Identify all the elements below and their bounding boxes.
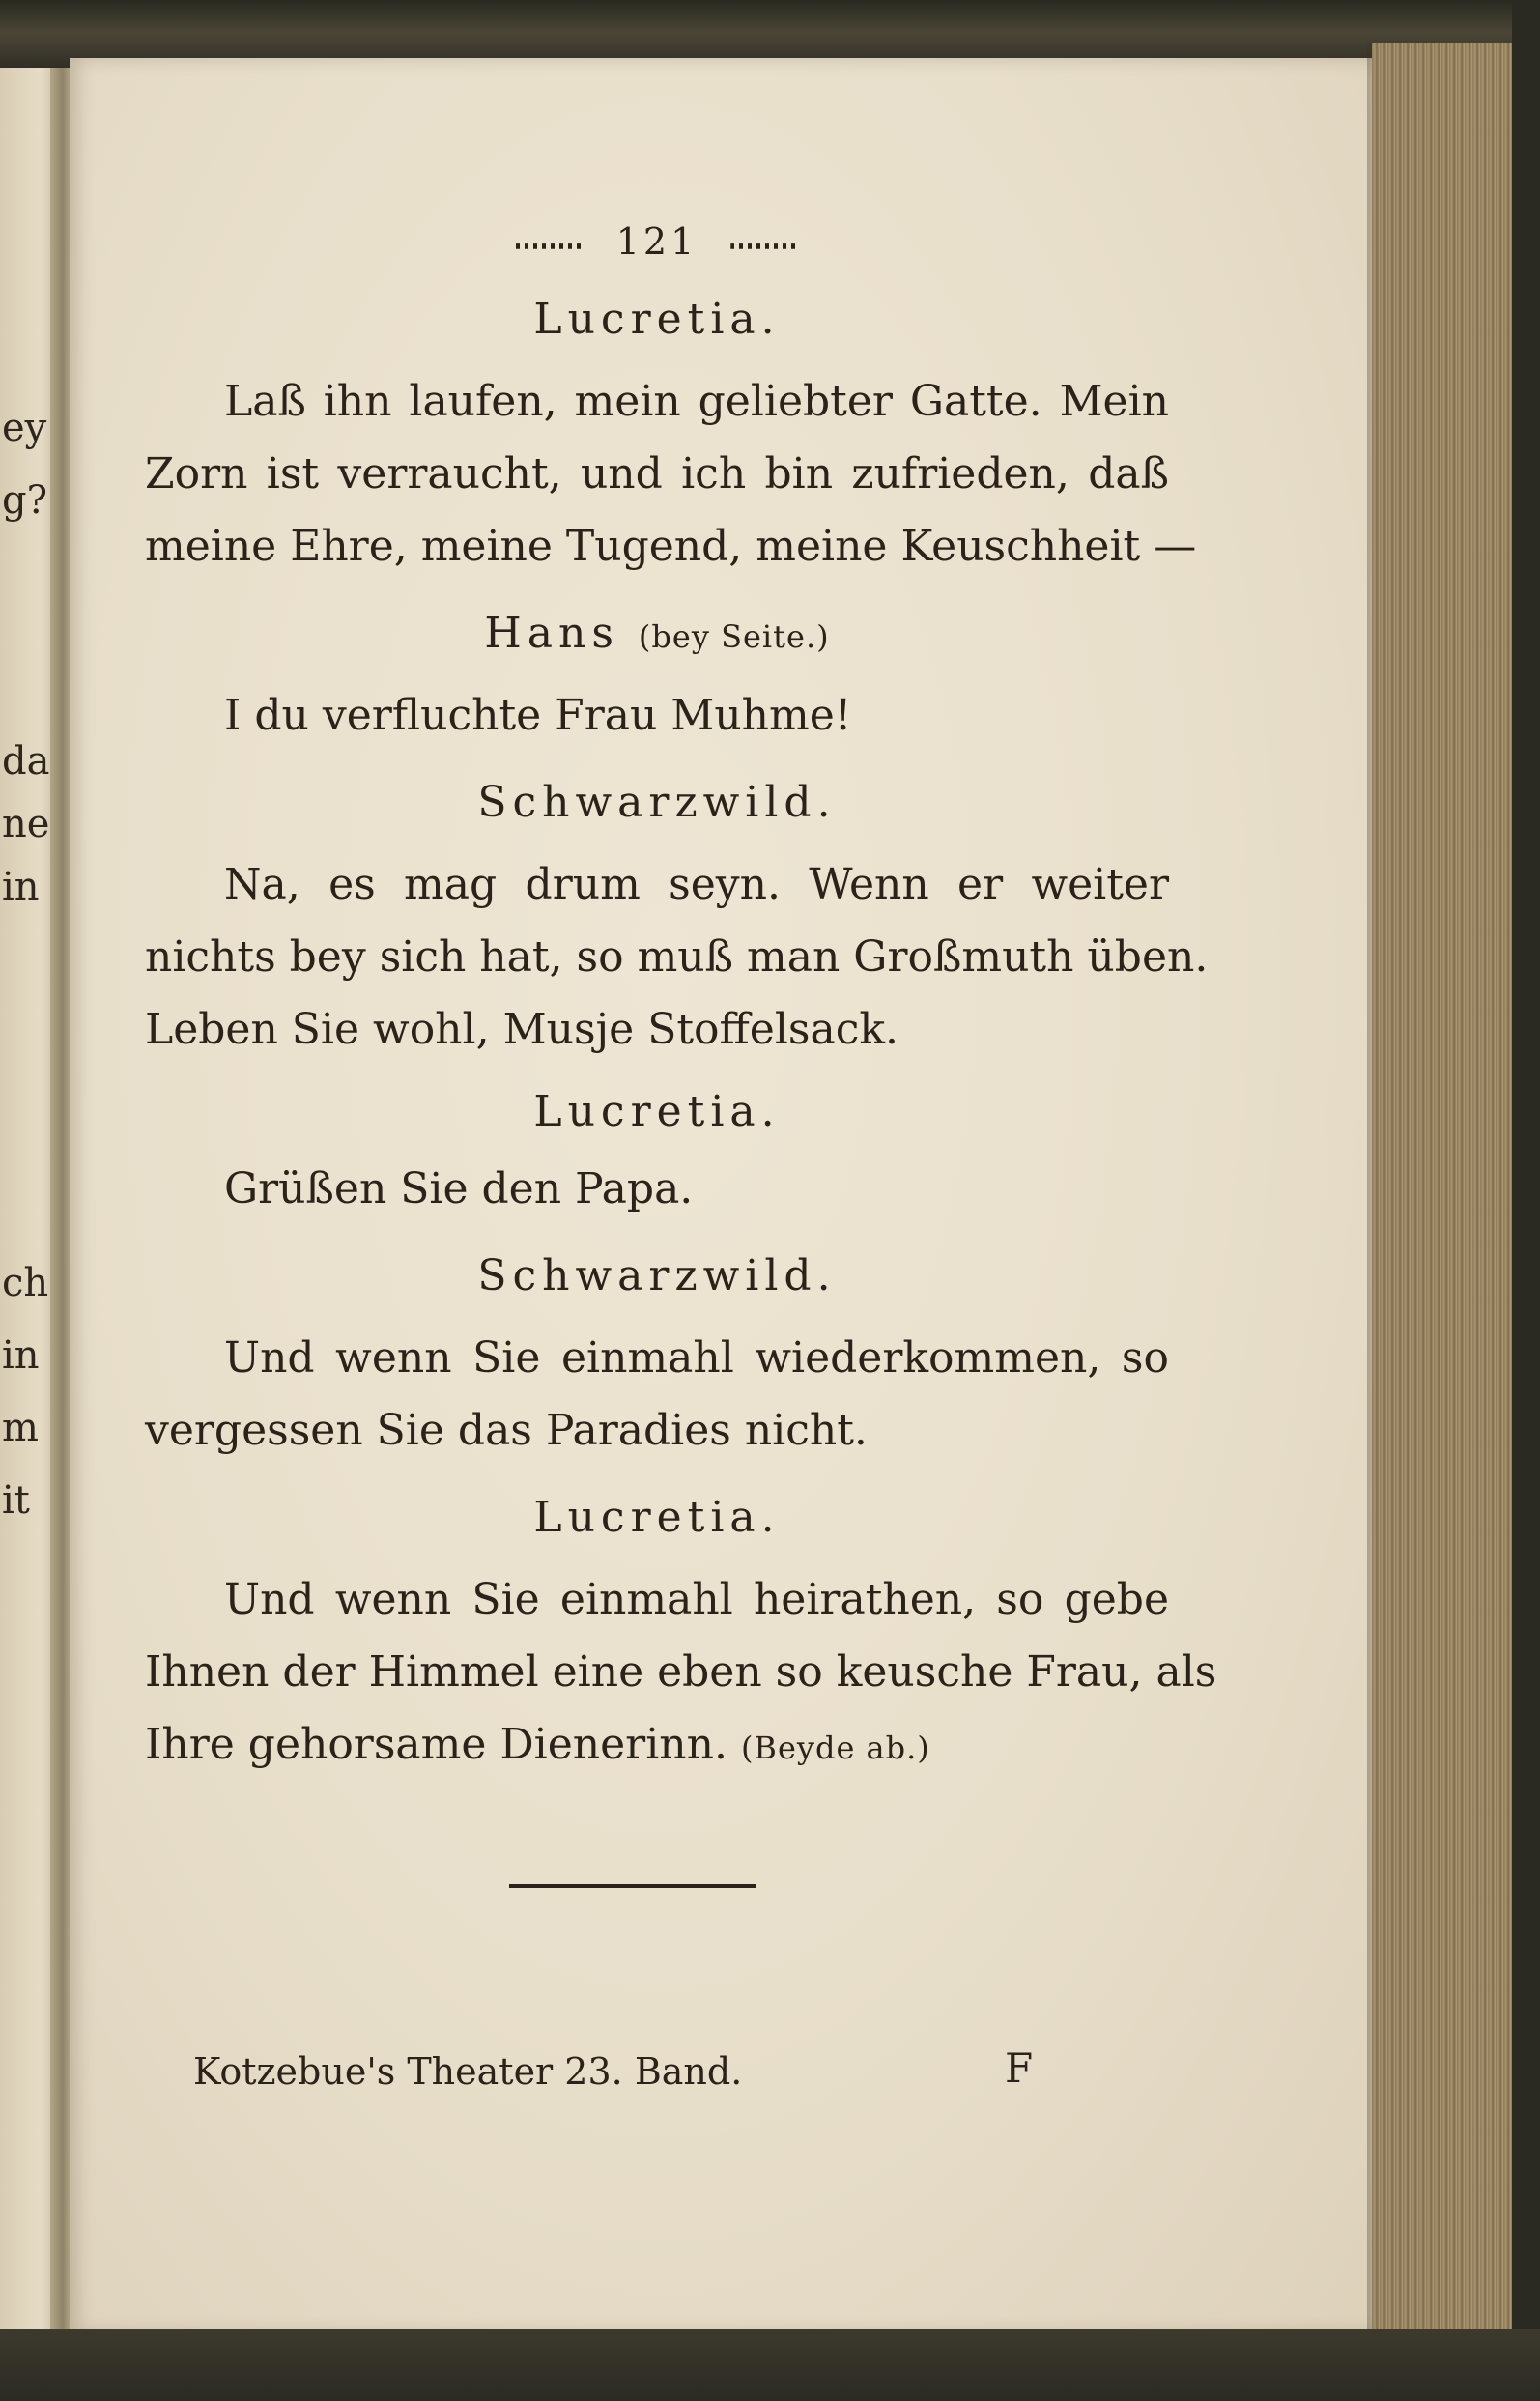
- speaker-name: Lucretia.: [533, 295, 781, 344]
- book-cover-edge: [1512, 0, 1540, 2401]
- dialogue-line: Na, es mag drum seyn. Wenn er weiter: [224, 860, 1169, 909]
- dialogue-line: Ihnen der Himmel eine eben so keusche Frau, als: [145, 1647, 1217, 1697]
- stage-direction: (Beyde ab.): [740, 1729, 930, 1766]
- dialogue-line-with-stage: [145, 1720, 1169, 1769]
- page-number-line: [145, 220, 1169, 263]
- facing-line-fragment: ey: [2, 406, 47, 450]
- page-fore-edge: [1372, 43, 1517, 2358]
- facing-line-fragment: m: [2, 1406, 39, 1450]
- facing-page-text: [0, 0, 68, 2401]
- speaker-name: Hans: [484, 609, 619, 658]
- speaker-name: Schwarzwild.: [477, 778, 837, 827]
- speaker-line: [145, 609, 1169, 658]
- dialogue-line: Zorn ist verraucht, und ich bin zufrieden, daß: [145, 449, 1169, 499]
- facing-line-fragment: ne: [2, 802, 50, 846]
- signature-mark: F: [1005, 2044, 1034, 2092]
- dialogue-line: Und wenn Sie einmahl heirathen, so gebe: [224, 1575, 1169, 1624]
- dialogue-line: Und wenn Sie einmahl wiederkommen, so: [224, 1333, 1169, 1383]
- dialogue-line: nichts bey sich hat, so muß man Großmuth üben.: [145, 932, 1209, 982]
- ornament-right: [730, 239, 798, 252]
- facing-line-fragment: ch: [2, 1261, 49, 1305]
- facing-line-fragment: g?: [2, 478, 48, 523]
- ornament-left: [516, 239, 584, 252]
- speaker-name: Lucretia.: [533, 1087, 781, 1136]
- dialogue-line: vergessen Sie das Paradies nicht.: [145, 1406, 868, 1455]
- end-rule: [509, 1884, 756, 1888]
- page-number: 121: [615, 220, 699, 263]
- dialogue-line: Laß ihn laufen, mein geliebter Gatte. Mein: [224, 377, 1169, 426]
- dialogue-line: Leben Sie wohl, Musje Stoffelsack.: [145, 1005, 898, 1054]
- facing-line-fragment: it: [2, 1478, 30, 1523]
- dialogue-line: Grüßen Sie den Papa.: [224, 1164, 694, 1214]
- dialogue-line: meine Ehre, meine Tugend, meine Keuschheit —: [145, 522, 1197, 571]
- facing-line-fragment: in: [2, 1333, 40, 1378]
- speaker-name: Schwarzwild.: [477, 1251, 837, 1301]
- stage-direction: (bey Seite.): [638, 618, 830, 655]
- facing-line-fragment: in: [2, 865, 40, 909]
- dialogue-line: I du verfluchte Frau Muhme!: [224, 691, 852, 740]
- dialogue-line: Ihre gehorsame Dienerinn.: [145, 1720, 727, 1769]
- footer-signature-line: Kotzebue's Theater 23. Band.: [193, 2050, 743, 2093]
- speaker-name: Lucretia.: [533, 1493, 781, 1542]
- facing-line-fragment: da: [2, 739, 50, 784]
- book-bottom-edge: [0, 2329, 1540, 2401]
